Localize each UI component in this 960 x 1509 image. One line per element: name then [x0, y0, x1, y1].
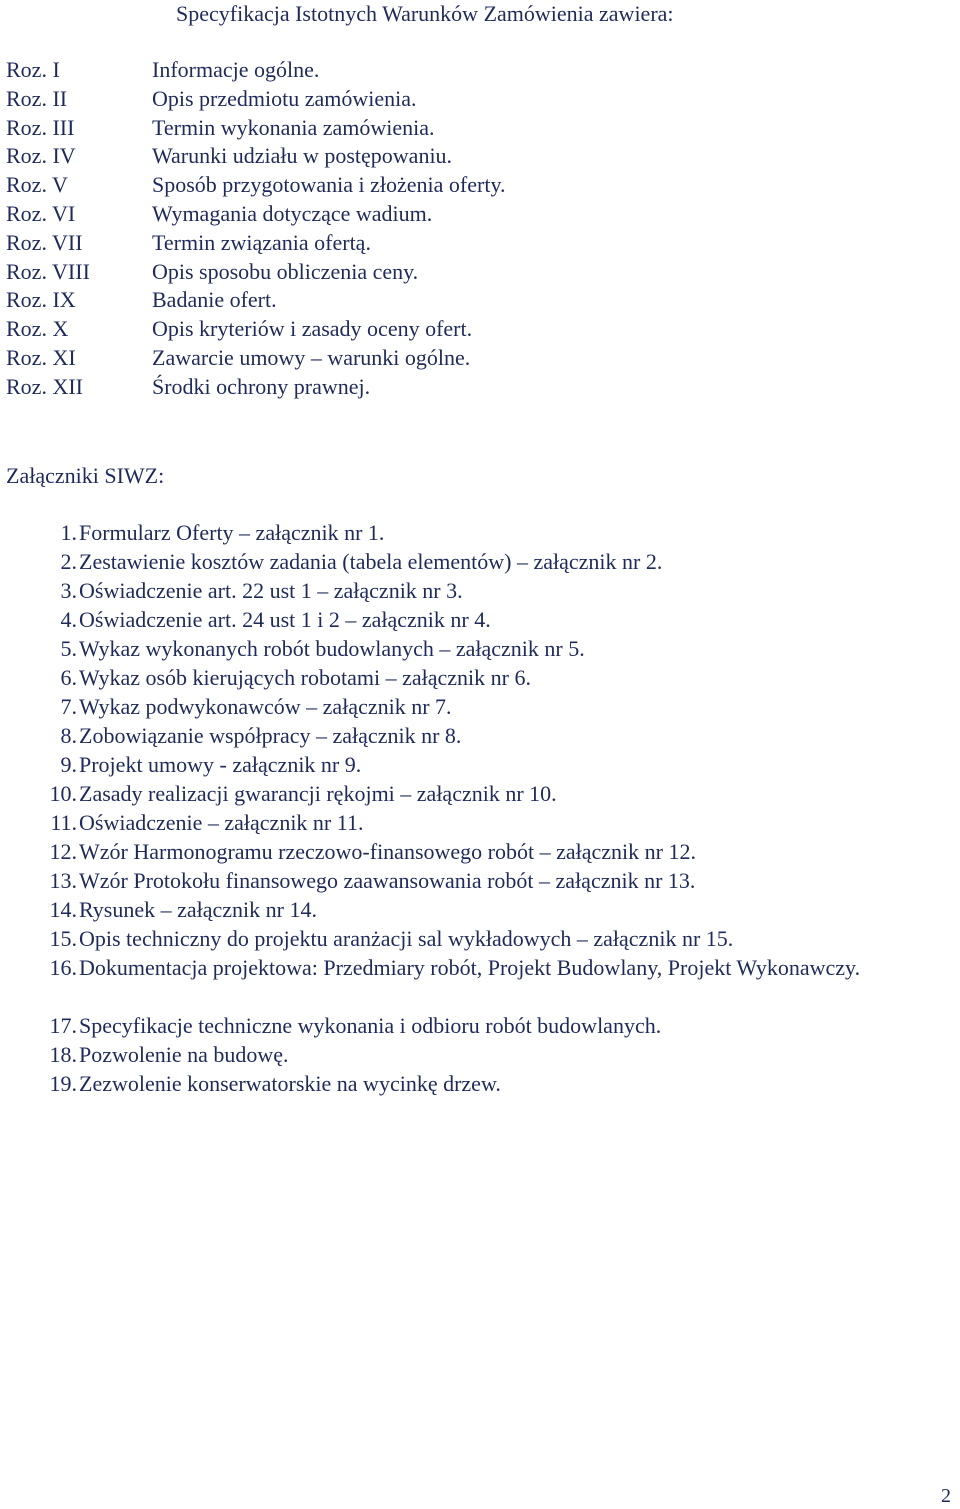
section-number: Roz. II [6, 85, 68, 111]
attachment-row [0, 953, 960, 1011]
attachment-label: Zezwolenie konserwatorskie na wycinkę drzew. [79, 1071, 501, 1096]
section-row [6, 286, 906, 315]
attachment-label: Rysunek – załącznik nr 14. [79, 897, 317, 922]
attachment-number: 1. [60, 520, 77, 545]
attachment-number: 9. [60, 752, 77, 777]
attachment-number: 14. [49, 897, 77, 922]
attachment-label: Opis techniczny do projektu aranżacji sal wykładowych – załącznik nr 15. [79, 926, 734, 951]
section-row [6, 344, 906, 373]
attachment-label: Wzór Protokołu finansowego zaawansowania robót – załącznik nr 13. [79, 868, 696, 893]
attachment-number: 17. [49, 1013, 77, 1038]
attachment-label: Formularz Oferty – załącznik nr 1. [79, 520, 385, 545]
attachment-row [0, 895, 960, 924]
section-label: Opis sposobu obliczenia ceny. [152, 258, 419, 284]
attachment-label: Wykaz osób kierujących robotami – załącznik nr 6. [79, 665, 531, 690]
section-number: Roz. V [6, 172, 68, 198]
attachment-row [0, 779, 960, 808]
attachment-label: Pozwolenie na budowę. [79, 1042, 289, 1067]
attachment-row [0, 924, 960, 953]
section-row [6, 56, 906, 85]
section-row [6, 85, 906, 114]
attachment-row [0, 866, 960, 895]
attachments-list [0, 518, 960, 1098]
attachment-number: 16. [49, 955, 77, 980]
attachment-row [0, 1011, 960, 1040]
attachment-label: Zobowiązanie współpracy – załącznik nr 8. [79, 723, 462, 748]
attachment-number: 5. [60, 636, 77, 661]
section-label: Informacje ogólne. [152, 57, 320, 82]
attachment-label: Oświadczenie art. 24 ust 1 i 2 – załącznik nr 4. [79, 607, 491, 632]
section-label: Sposób przygotowania i złożenia oferty. [152, 172, 506, 198]
section-number: Roz. III [6, 114, 75, 140]
attachment-number: 3. [60, 578, 77, 603]
section-label: Termin związania ofertą. [152, 229, 371, 255]
attachment-label: Zestawienie kosztów zadania (tabela elementów) – załącznik nr 2. [79, 549, 663, 574]
section-number: Roz. VIII [6, 258, 90, 284]
section-label: Opis przedmiotu zamówienia. [152, 85, 417, 111]
attachment-number: 12. [49, 839, 77, 864]
page-title: Specyfikacja Istotnych Warunków Zamówienia zawiera: [176, 1, 674, 26]
section-number: Roz. XII [6, 373, 83, 399]
attachment-number: 10. [49, 781, 77, 806]
attachment-label: Dokumentacja projektowa: Przedmiary robót, Projekt Budowlany, Projekt Wykonawczy. [79, 955, 861, 980]
attachment-row [0, 692, 960, 721]
section-row [6, 114, 906, 143]
attachment-row [0, 576, 960, 605]
attachment-number: 8. [60, 723, 77, 748]
section-row [6, 315, 906, 344]
section-label: Wymagania dotyczące wadium. [152, 200, 433, 226]
attachment-number: 2. [60, 549, 77, 574]
section-number: Roz. I [6, 57, 60, 82]
section-label: Zawarcie umowy – warunki ogólne. [152, 344, 471, 370]
attachments-heading: Załączniki SIWZ: [6, 463, 165, 488]
section-row [6, 229, 906, 258]
attachment-row [0, 837, 960, 866]
section-number: Roz. IV [6, 143, 76, 169]
attachment-number: 6. [60, 665, 77, 690]
attachment-label: Zasady realizacji gwarancji rękojmi – załącznik nr 10. [79, 781, 557, 806]
attachment-row [0, 634, 960, 663]
attachment-row [0, 808, 960, 837]
attachment-number: 7. [60, 694, 77, 719]
attachment-number: 15. [49, 926, 77, 951]
attachment-label: Oświadczenie art. 22 ust 1 – załącznik nr 3. [79, 578, 463, 603]
section-row [6, 200, 906, 229]
attachment-row [0, 721, 960, 750]
attachment-label: Oświadczenie – załącznik nr 11. [79, 810, 364, 835]
sections-list [6, 56, 906, 402]
attachment-number: 19. [49, 1071, 77, 1096]
section-label: Środki ochrony prawnej. [152, 373, 371, 399]
attachment-row [0, 518, 960, 547]
section-number: Roz. IX [6, 287, 76, 313]
attachment-row [0, 605, 960, 634]
attachment-label: Projekt umowy - załącznik nr 9. [79, 752, 362, 777]
page-number: 2 [941, 1485, 951, 1507]
section-row [6, 258, 906, 287]
attachment-row [0, 1069, 960, 1098]
section-label: Warunki udziału w postępowaniu. [152, 143, 453, 169]
section-row [6, 142, 906, 171]
attachment-label: Wykaz wykonanych robót budowlanych – załącznik nr 5. [79, 636, 585, 661]
section-number: Roz. VI [6, 200, 76, 226]
attachment-number: 18. [49, 1042, 77, 1067]
attachment-row [0, 547, 960, 576]
section-number: Roz. VII [6, 229, 83, 255]
section-number: Roz. X [6, 316, 69, 342]
section-row [6, 171, 906, 200]
section-label: Opis kryteriów i zasady oceny ofert. [152, 316, 473, 342]
section-number: Roz. XI [6, 344, 76, 370]
attachment-label: Wzór Harmonogramu rzeczowo-finansowego robót – załącznik nr 12. [79, 839, 696, 864]
attachment-number: 13. [49, 868, 77, 893]
attachment-row [0, 663, 960, 692]
section-row [6, 373, 906, 402]
attachment-label: Specyfikacje techniczne wykonania i odbioru robót budowlanych. [79, 1013, 662, 1038]
attachment-label: Wykaz podwykonawców – załącznik nr 7. [79, 694, 452, 719]
attachment-number: 4. [60, 607, 77, 632]
attachment-row [0, 1040, 960, 1069]
section-label: Badanie ofert. [152, 287, 277, 313]
attachment-number: 11. [50, 810, 77, 835]
section-label: Termin wykonania zamówienia. [152, 114, 435, 140]
attachment-row [0, 750, 960, 779]
